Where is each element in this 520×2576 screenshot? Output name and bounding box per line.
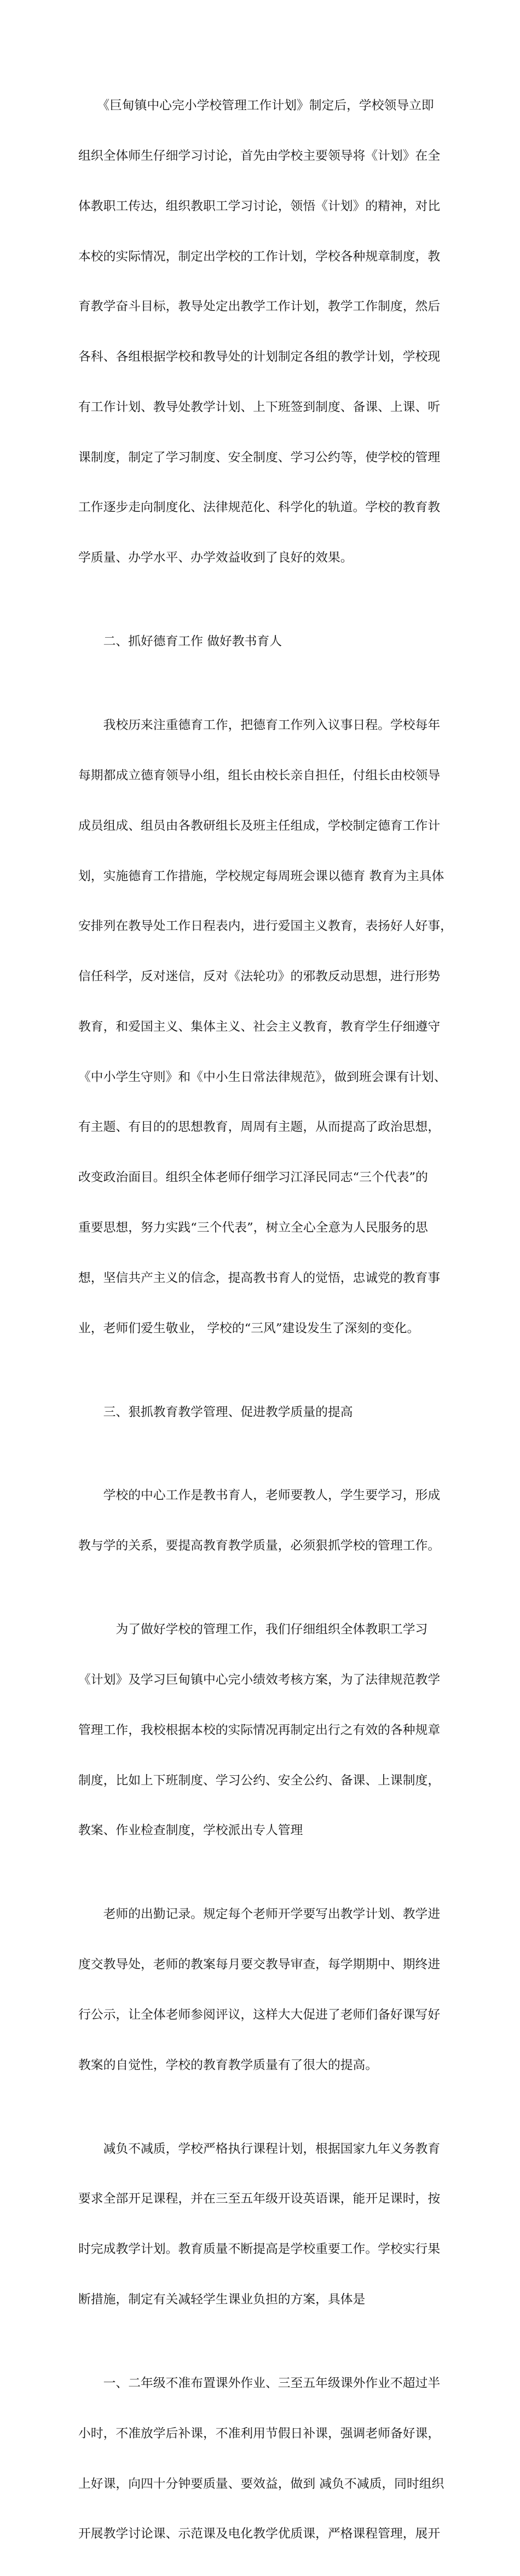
- paragraph-attendance: [78, 1873, 450, 2107]
- text-line: 行公示，让全体老师参阅评议，这样大大促进了老师们备好课写好: [78, 2007, 441, 2022]
- text-line: 育教学奋斗目标，教导处定出教学工作计划，教学工作制度，然后: [78, 299, 441, 314]
- paragraph-management-plan: [78, 64, 450, 600]
- paragraph-burden-reduction: [78, 2107, 450, 2341]
- text-line: 我校历来注重德育工作，把德育工作列入议事日程。学校每年: [78, 718, 441, 733]
- text-line: 课制度，制定了学习制度、安全制度、学习公约等，使学校的管理: [78, 450, 441, 465]
- text-line: 小时，不准放学后补课，不准利用节假日补课，强调老师备好课，: [78, 2426, 441, 2441]
- text-line: 工作逐步走向制度化、法律规范化、科学化的轨道。学校的教育教: [78, 500, 441, 515]
- text-line: 上好课，向四十分钟要质量、要效益，做到 减负不减质，同时组织: [78, 2476, 444, 2491]
- document-body: [78, 64, 453, 2576]
- text-line: 为了做好学校的管理工作，我们仔细组织全体教职工学习: [78, 1622, 428, 1637]
- text-line: 有工作计划、教导处教学计划、上下班签到制度、备课、上课、听: [78, 400, 441, 414]
- section-heading-moral-education: [78, 600, 450, 684]
- text-line: 划，实施德育工作措施，学校规定每周班会课以德育 教育为主具体: [78, 869, 444, 883]
- text-line: 成员组成、组员由各教研组长及班主任组成，学校制定德育工作计: [78, 818, 441, 833]
- text-line: 有主题、有目的的思想教育，周周有主题，从而提高了政治思想，: [78, 1120, 441, 1135]
- text-line: 学校的中心工作是教书育人，老师要教人，学生要学习，形成: [78, 1488, 441, 1503]
- text-line: 断措施，制定有关减轻学生课业负担的方案，具体是: [78, 2292, 366, 2307]
- text-line: 各科、各组根据学校和教导处的计划制定各组的教学计划，学校现: [78, 350, 441, 365]
- text-line: 改变政治面目。组织全体老师仔细学习江泽民同志“三个代表”的: [78, 1170, 428, 1185]
- text-line: 信任科学，反对迷信，反对《法轮功》的邪教反动思想，进行形势: [78, 969, 441, 984]
- text-line: 教案的自觉性，学校的教育教学质量有了很大的提高。: [78, 2058, 378, 2072]
- text-line: 教与学的关系，要提高教育教学质量，必须狠抓学校的管理工作。: [78, 1539, 441, 1553]
- text-line: 本校的实际情况，制定出学校的工作计划，学校各种规章制度，教: [78, 249, 441, 264]
- section-heading-teaching-management: [78, 1370, 450, 1454]
- text-line: 教案、作业检查制度，学校派出专人管理: [78, 1823, 303, 1838]
- text-line: 学质量、办学水平、办学效益收到了良好的效果。: [78, 551, 353, 565]
- text-line: 《计划》及学习巨甸镇中心完小绩效考核方案，为了法律规范教学: [78, 1673, 441, 1687]
- text-line: 度交教导处，老师的教案每月要交教导审查，每学期期中、期终进: [78, 1957, 441, 1972]
- text-line: 《中小学生守则》和《中小生日常法律规范》，做到班会课有计划、: [78, 1070, 447, 1084]
- text-line: 安排列在教导处工作日程表内，进行爱国主义教育，表扬好人好事，: [78, 919, 453, 934]
- text-line: 老师的出勤记录。规定每个老师开学要写出教学计划、教学进: [78, 1907, 441, 1922]
- text-line: 体教职工传达，组织教职工学习讨论，领悟《计划》的精神，对比: [78, 199, 441, 213]
- text-line: 要求全部开足课程，并在三至五年级开设英语课，能开足课时，按: [78, 2192, 441, 2207]
- heading-line: 二、抓好德育工作 做好教书育人: [78, 634, 282, 649]
- paragraph-rules-and-systems: [78, 1588, 450, 1873]
- text-line: 每期都成立德育领导小组，组长由校长亲自担任，付组长由校领导: [78, 768, 441, 783]
- paragraph-moral-education: [78, 684, 453, 1370]
- text-line: 一、二年级不准布置课外作业、三至五年级课外作业不超过半: [78, 2376, 441, 2390]
- text-line: 教育，和爱国主义、集体主义、社会主义教育，教育学生仔细遵守: [78, 1019, 441, 1034]
- text-line: 业，老师们爱生敬业， 学校的“三风”建设发生了深刻的变化。: [78, 1321, 420, 1336]
- text-line: 想，坚信共产主义的信念，提高教书育人的觉悟，忠诚党的教育事: [78, 1270, 441, 1285]
- paragraph-core-work: [78, 1454, 450, 1588]
- heading-line: 三、狠抓教育教学管理、促进教学质量的提高: [78, 1405, 353, 1419]
- text-line: 组织全体师生仔细学习讨论，首先由学校主要领导将《计划》在全: [78, 148, 441, 163]
- text-line: 时完成教学计划。教育质量不断提高是学校重要工作。学校实行果: [78, 2242, 441, 2257]
- text-line: 制度，比如上下班制度、学习公约、安全公约、备课、上课制度，: [78, 1773, 441, 1788]
- paragraph-homework-rules: [78, 2342, 450, 2576]
- text-line: 管理工作，我校根据本校的实际情况再制定出行之有效的各种规章: [78, 1723, 441, 1737]
- text-line: 开展教学讨论课、示范课及电化教学优质课，严格课程管理，展开: [78, 2527, 441, 2542]
- text-line: 减负不减质，学校严格执行课程计划，根据国家九年义务教育: [78, 2141, 441, 2156]
- text-line: 《巨甸镇中心完小学校管理工作计划》制定后，学校领导立即: [78, 99, 434, 113]
- text-line: 重要思想，努力实践“三个代表”，树立全心全意为人民服务的思: [78, 1220, 428, 1235]
